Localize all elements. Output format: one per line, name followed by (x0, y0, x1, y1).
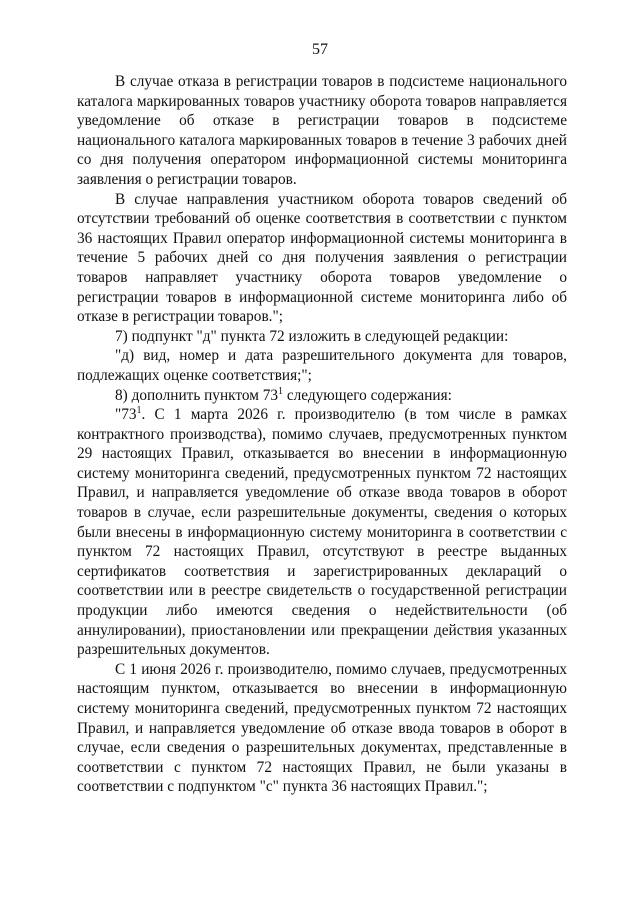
paragraph-registration-refusal: В случае отказа в регистрации товаров в подсистеме национального каталога маркированных товаров участнику оборота товаров направляется уведомление об отказе в регистрации товаров в подсистеме национального каталога маркированных товаров в течение 3 рабочих дней со дня получения оператором информационной системы мониторинга заявления о регистрации товаров. (77, 73, 567, 188)
paragraph-item-73-1-before: "73 (115, 406, 137, 424)
paragraph-no-conformity-requirements: В случае направления участником оборота товаров сведений об отсутствии требований об оценке соответствия в соответствии с пунктом 36 настоящих Правил оператор информационной системы мониторинга в течение 5 рабочих дней со дня получения заявления о регистрации товаров направляет участнику оборота товаров уведомление о регистрации товаров в информационной системе мониторинга либо об отказе в регистрации товаров."; (77, 190, 567, 326)
page-number: 57 (312, 41, 328, 58)
paragraph-item-73-1 (77, 405, 567, 660)
document-body (77, 72, 567, 797)
paragraph-subitem-8-before: 8) дополнить пунктом 73 (115, 386, 279, 404)
paragraph-subitem-8-after: следующего содержания: (283, 386, 452, 404)
paragraph-june-2026: С 1 июня 2026 г. производителю, помимо случаев, предусмотренных настоящим пунктом, отказывается во внесении в информационную систему мониторинга сведений, предусмотренных пунктом 72 настоящих Правил, и направляется уведомление об отказе ввода товаров в оборот в случае, если сведения о разрешительных документах, представленные в соответствии с пунктом 72 настоящих Правил, не были указаны в соответствии с подпунктом "с" пункта 36 настоящих Правил."; (77, 660, 567, 796)
paragraph-subitem-d-text: "д) вид, номер и дата разрешительного документа для товаров, подлежащих оценке соответствия;"; (77, 347, 567, 384)
superscript-1: 1 (136, 405, 142, 416)
paragraph-subitem-7: 7) подпункт "д" пункта 72 изложить в следующей редакции: (115, 327, 509, 345)
superscript-1: 1 (278, 385, 284, 397)
paragraph-item-73-1-after: . С 1 марта 2026 г. производителю (в том числе в рамках контрактного производства), помимо случаев, предусмотренных пунктом 29 настоящих Правил, отказывается во внесении в информационную систему мониторинга сведений, предусмотренных пунктом 72 настоящих Правил, и направляется уведомление об отказе ввода товаров в оборот товаров в случае, если разрешительные документы, сведения о которых были внесены в информационную систему мониторинга в соответствии с пунктом 72 настоящих Правил, отсутствуют в реестре выданных сертификатов соответствия и зарегистрированных деклараций о соответствии или в реестре свидетельств о государственной регистрации продукции либо имеются сведения о недействительности (об аннулировании), приостановлении или прекращении действия указанных разрешительных документов. (77, 406, 567, 659)
paragraph-subitem-8 (77, 386, 567, 406)
